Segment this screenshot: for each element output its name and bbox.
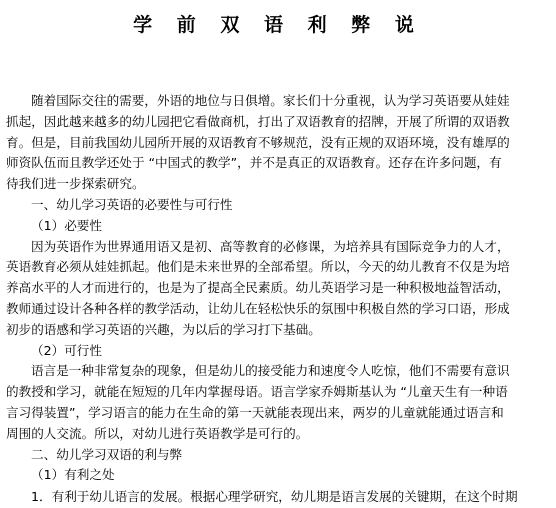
paragraph-line: 因为英语作为世界通用语又是初、高等教育的必修课，为培养具有国际竞争力的人才， (31, 238, 510, 254)
paragraph-line: 养高水平的人才而进行的，也是为了提高全民素质。幼儿英语学习是一种积极地益智活动， (6, 280, 510, 296)
subsection-heading: （1）有利之处 (31, 467, 115, 483)
paragraph-line: 待我们进一步探索研究。 (6, 176, 145, 192)
document-body (6, 91, 554, 505)
section-heading: 一、幼儿学习英语的必要性与可行性 (31, 196, 233, 212)
paragraph-line: 随着国际交往的需要，外语的地位与日俱增。家长们十分重视，认为学习英语要从娃娃 (31, 93, 510, 108)
paragraph-line: 1．有利于幼儿语言的发展。根据心理学研究，幼儿期是语言发展的关键期，在这个时期 (31, 489, 518, 505)
subsection-heading: （1）必要性 (31, 217, 102, 233)
paragraph-line: 初步的语感和学习英语的兴趣，为以后的学习打下基础。 (6, 321, 321, 337)
paragraph-line: 周围的人交流。所以，对幼儿进行英语教学是可行的。 (6, 425, 309, 441)
paragraph-line: 言习得装置”，学习语言的能力在生命的第一天就能表现出来，两岁的儿童就能通过语言和 (6, 404, 504, 420)
paragraph-line-cut (6, 487, 554, 505)
paragraph-line: 的教授和学习，就能在短短的几年内掌握母语。语言学家乔姆斯基认为 “儿童天生有一种语 (6, 384, 508, 400)
section-heading: 二、幼儿学习双语的利与弊 (31, 446, 183, 462)
subsection-heading: （2）可行性 (31, 342, 102, 358)
paragraph-line: 师资队伍而且教学还处于 “中国式的教学”，并不是真正的双语教育。还存在许多问题，有 (6, 155, 502, 171)
paragraph-line: 教师通过设计各种各样的教学活动，让幼儿在轻松快乐的氛围中积极自然的学习口语，形成 (6, 300, 510, 316)
paragraph-line: 英语教育必须从娃娃抓起。他们是未来世界的全部希望。所以，今天的幼儿教育不仅是为培 (6, 259, 510, 275)
paragraph-line: 育。但是，目前我国幼儿园所开展的双语教育不够规范，没有正规的双语环境，没有雄厚的 (6, 134, 510, 150)
paragraph-line: 语言是一种非常复杂的现象，但是幼儿的接受能力和速度令人吃惊，他们不需要有意识 (31, 363, 510, 379)
document-title: 学 前 双 语 利 弊 说 (133, 14, 423, 36)
paragraph-line: 抓起，因此越来越多的幼儿园把它看做商机，打出了双语教育的招牌，开展了所谓的双语教 (6, 113, 510, 129)
